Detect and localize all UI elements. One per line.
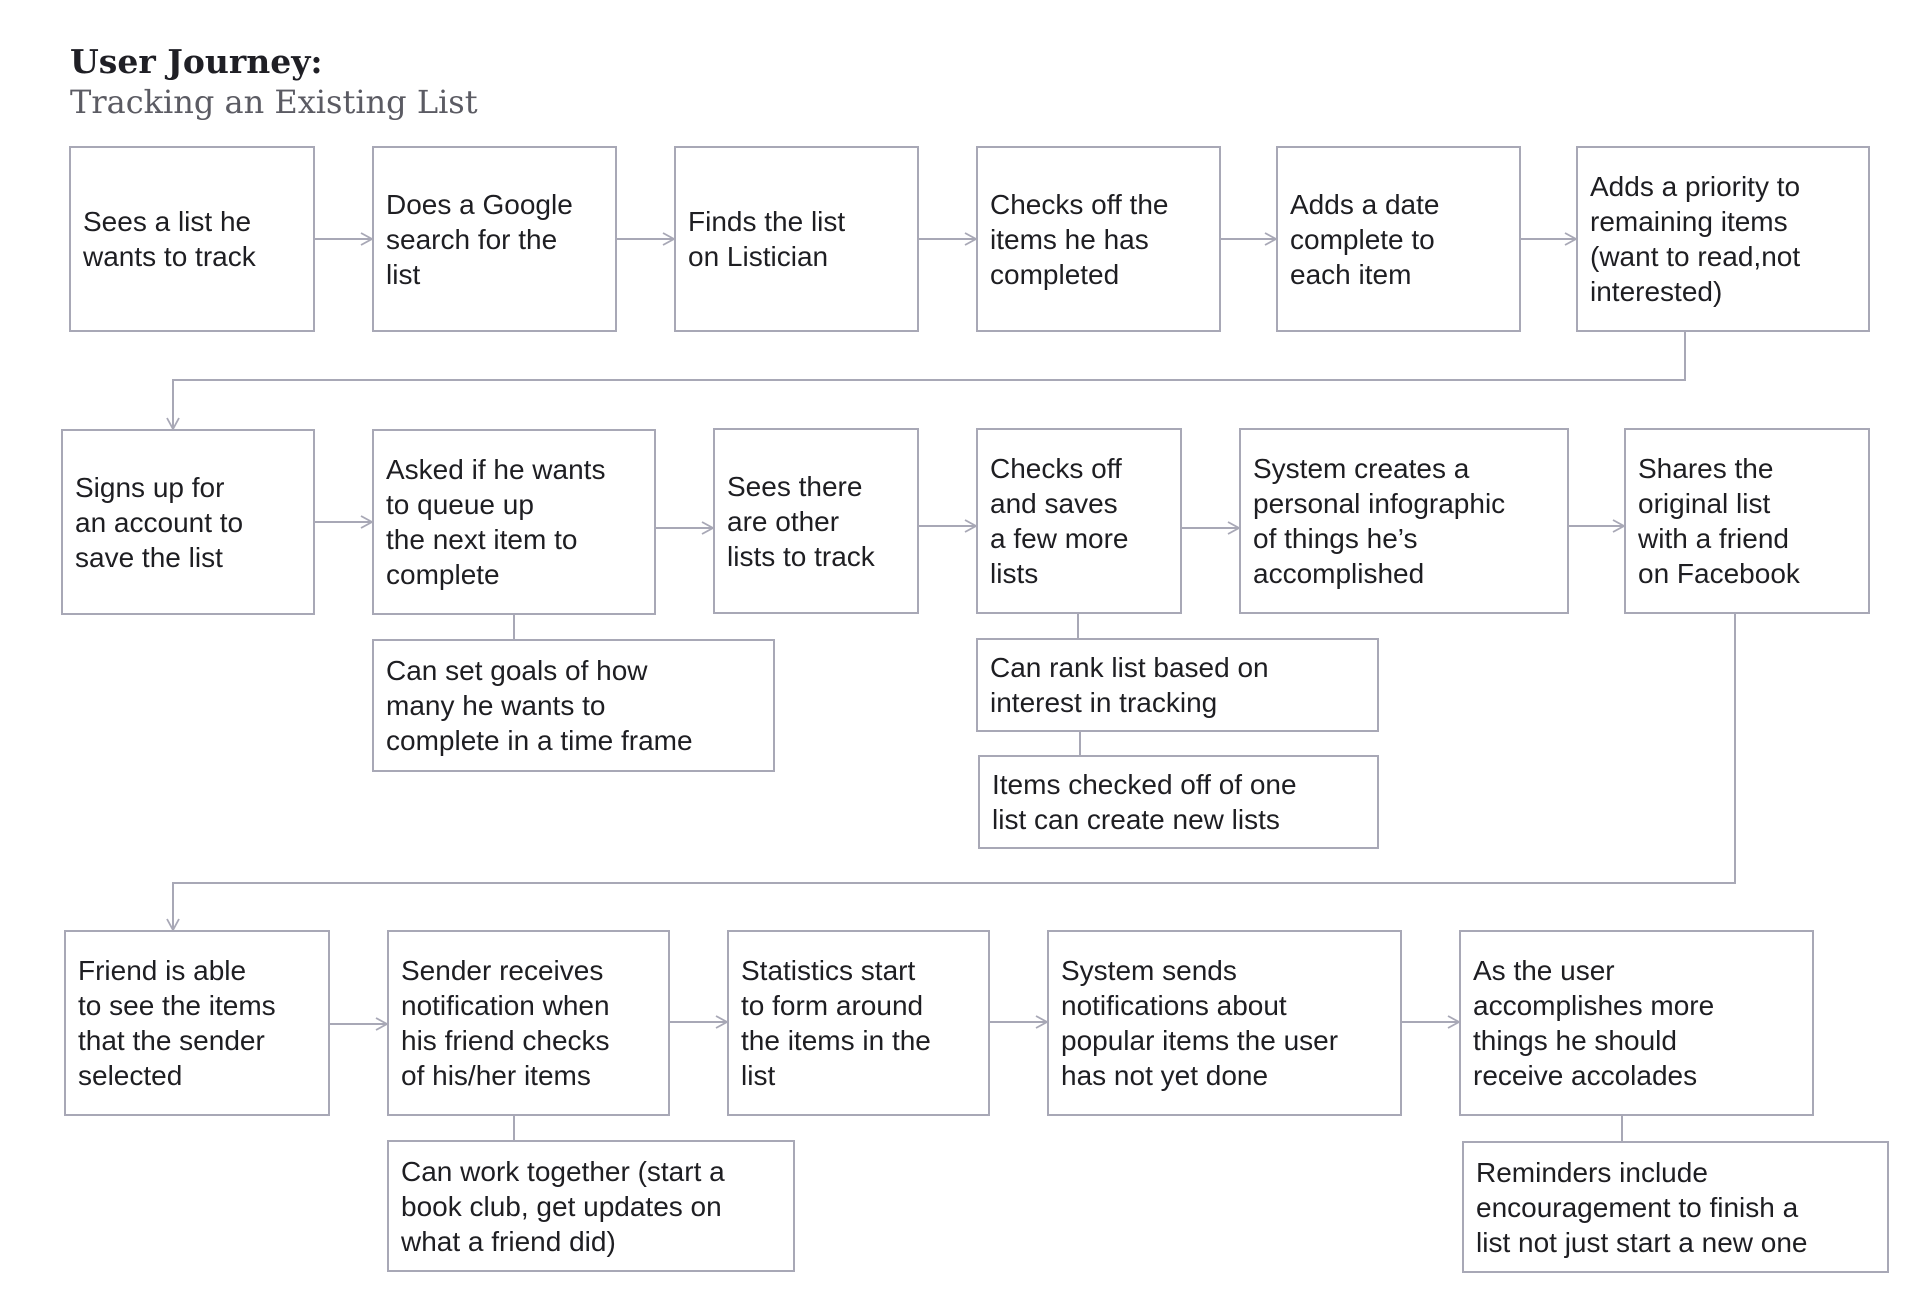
step-finds-list: Finds the list on Listician [674, 146, 919, 332]
diagram-title: User Journey: [70, 42, 323, 81]
diagram-subtitle: Tracking an Existing List [70, 83, 478, 121]
step-saves-more-lists: Checks off and saves a few more lists [976, 428, 1182, 614]
note-rank-list: Can rank list based on interest in tracking [976, 638, 1379, 732]
step-sender-notification: Sender receives notification when his friend checks of his/her items [387, 930, 670, 1116]
step-google-search: Does a Google search for the list [372, 146, 617, 332]
note-items-create-lists: Items checked off of one list can create new lists [978, 755, 1379, 849]
step-sees-list: Sees a list he wants to track [69, 146, 315, 332]
step-shares-facebook: Shares the original list with a friend on Facebook [1624, 428, 1870, 614]
step-popular-items-notification: System sends notifications about popular items the user has not yet done [1047, 930, 1402, 1116]
step-personal-infographic: System creates a personal infographic of things he’s accomplished [1239, 428, 1569, 614]
connector-row1-to-row2 [173, 332, 1685, 429]
step-adds-priority: Adds a priority to remaining items (want to read,not interested) [1576, 146, 1870, 332]
step-accolades: As the user accomplishes more things he should receive accolades [1459, 930, 1814, 1116]
step-other-lists: Sees there are other lists to track [713, 428, 919, 614]
step-checks-off-items: Checks off the items he has completed [976, 146, 1221, 332]
note-work-together: Can work together (start a book club, get updates on what a friend did) [387, 1140, 795, 1272]
note-reminders: Reminders include encouragement to finish a list not just start a new one [1462, 1141, 1889, 1273]
note-set-goals: Can set goals of how many he wants to complete in a time frame [372, 639, 775, 772]
step-adds-date: Adds a date complete to each item [1276, 146, 1521, 332]
step-statistics-form: Statistics start to form around the items in the list [727, 930, 990, 1116]
step-queue-next-item: Asked if he wants to queue up the next item to complete [372, 429, 656, 615]
step-friend-sees-items: Friend is able to see the items that the sender selected [64, 930, 330, 1116]
step-signs-up: Signs up for an account to save the list [61, 429, 315, 615]
